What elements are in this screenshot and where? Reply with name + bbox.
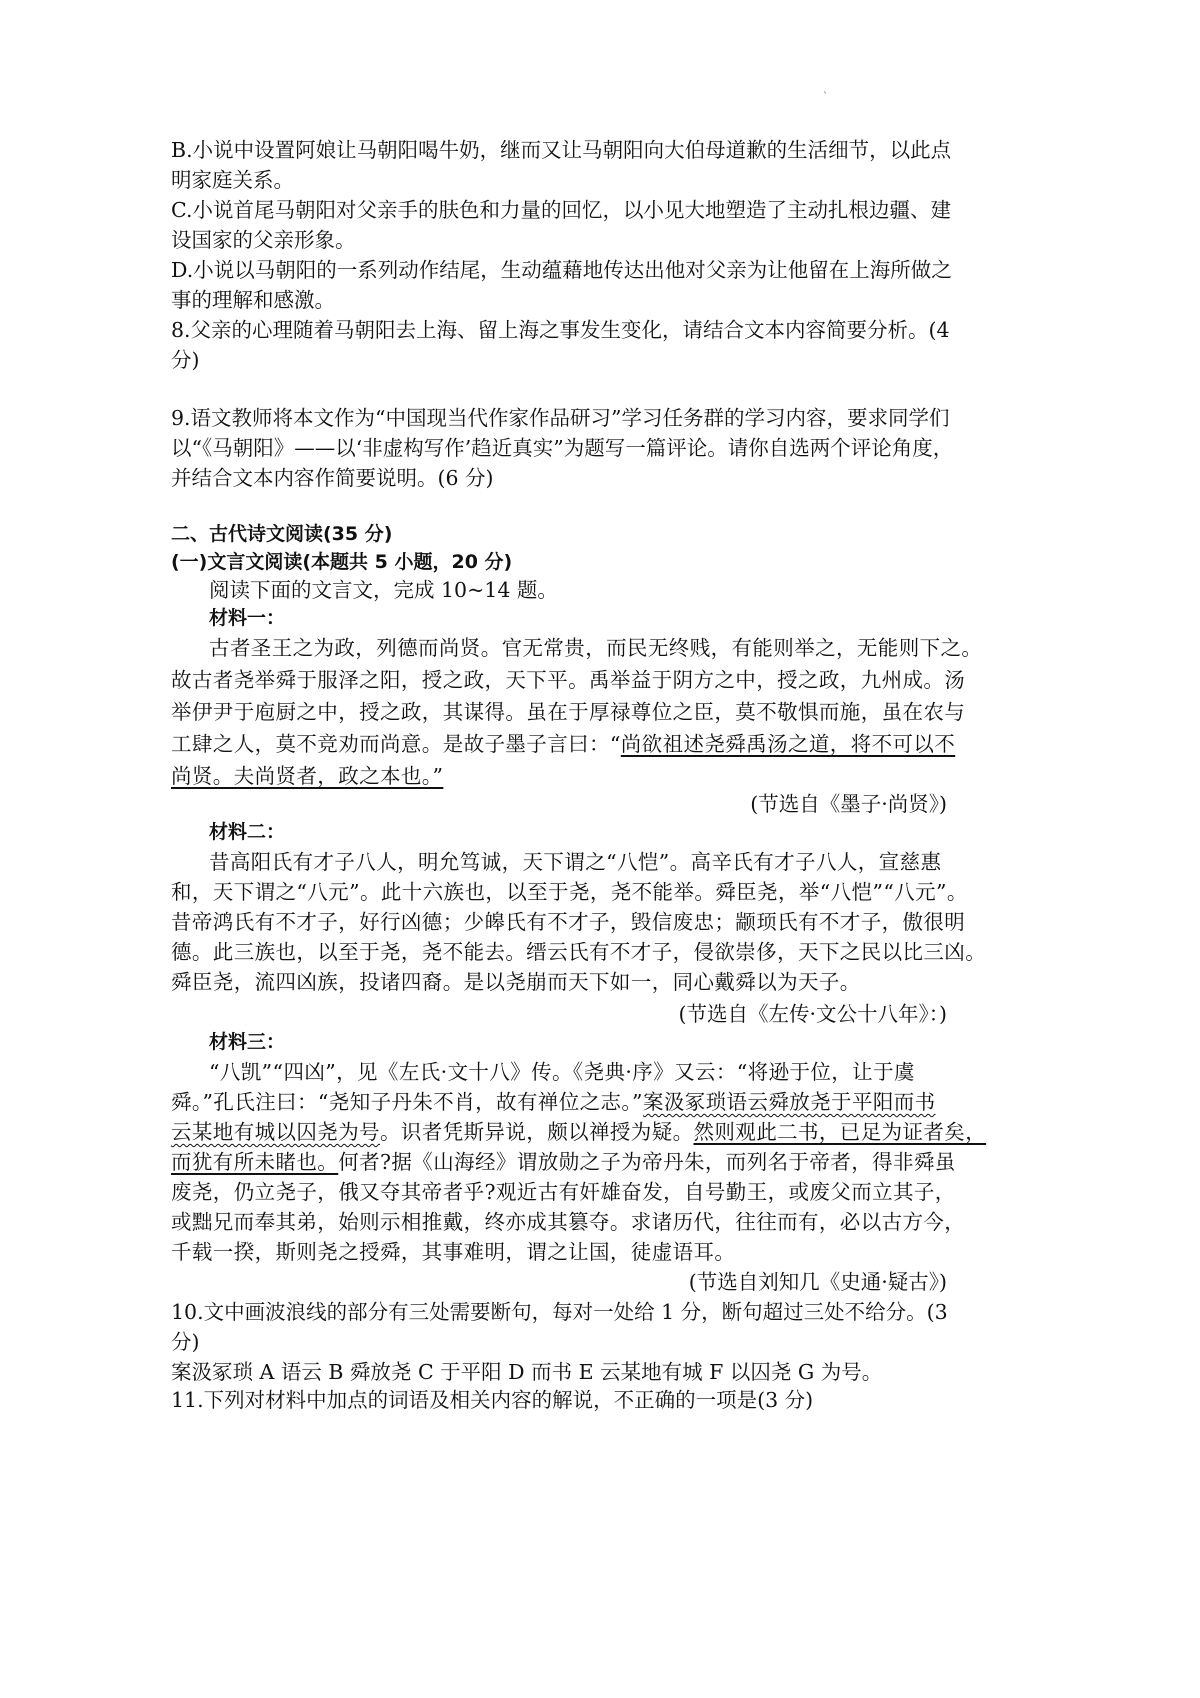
option-c-line2: 设国家的父亲形象。 [171,228,356,252]
material-3-line5: 废尧，仍立尧子，俄又夺其帝者乎?观近古有奸雄奋发，自号勤王，或废父而立其子， [171,1180,956,1204]
underlined-sentence-3-part2: 而犹有所未睹也。 [171,1150,339,1174]
material-1-line4 [171,730,955,758]
underlined-sentence-3-part1: 然则观此二书，已足为证者矣， [693,1120,987,1144]
material-1-line3: 举伊尹于庖厨之中，授之政，其谋得。虽在于厚禄尊位之臣，莫不敬惧而施，虽在农与 [171,700,966,724]
material-3-label: 材料三： [209,1031,286,1053]
material-3-line2 [171,1088,936,1116]
material-1-line2: 故古者尧举舜于服泽之阳，授之政，天下平。禹举益于阴方之中，授之政，九州成。汤 [171,668,966,692]
question-11: 11.下列对材料中加点的词语及相关内容的解说，不正确的一项是(3 分) [171,1388,814,1412]
section-2-title: 二、古代诗文阅读(35 分) [171,523,393,545]
underlined-sentence-part1: 尚欲祖述尧舜禹汤之道，将不可以不 [620,732,956,756]
material-1-line5 [171,762,443,790]
material-3-line7: 千载一揆，斯则尧之授舜，其事难明，谓之让国，徒虚语耳。 [171,1240,736,1264]
underlined-sentence-part2: 尚贤。夫尚贤者，政之本也。” [171,764,444,788]
material-3-line6: 或黜兄而奉其弟，始则示相推戴，终亦成其篡夺。求诸历代，往往而有，必以古方今， [171,1210,966,1234]
material-2-line5: 舜臣尧，流四凶族，投诸四裔。是以尧崩而天下如一，同心戴舜以为天子。 [171,970,861,994]
material-3-line1: “八凯”“四凶”，见《左氏·文十八》传。《尧典·序》又云：“将逊于位，让于虞 [209,1060,915,1084]
question-10-line2: 分) [171,1330,200,1354]
option-c-line1: C.小说首尾马朝阳对父亲手的肤色和力量的回忆，以小见大地塑造了主动扎根边疆、建 [171,198,951,222]
option-b-line2: 明家庭关系。 [171,168,294,192]
material-3-line4 [171,1148,956,1176]
material-2-label: 材料二： [209,821,286,843]
material-3-line3-text: 。识者凭斯异说，颇以禅授为疑。 [380,1120,694,1144]
material-2-source: (节选自《左传·文公十八年》：) [678,1002,947,1026]
material-2-line1: 昔高阳氏有才子八人，明允笃诚，天下谓之“八恺”。高辛氏有才子八人，宣慈惠 [209,850,942,874]
material-3-line2-text: 舜。”孔氏注曰：“尧知子丹朱不肖，故有禅位之志。” [171,1090,643,1114]
material-2-line2: 和，天下谓之“八元”。此十六族也，以至于尧，尧不能举。舜臣尧，举“八恺”“八元”。 [171,880,968,904]
option-b-line1: B.小说中设置阿娘让马朝阳喝牛奶，继而又让马朝阳向大伯母道歉的生活细节，以此点 [171,138,952,162]
reading-instruction: 阅读下面的文言文，完成 10~14 题。 [209,578,558,602]
question-8-line2: 分) [171,348,200,372]
question-9-line3: 并结合文本内容作简要说明。(6 分) [171,466,494,490]
section-2-subtitle: (一)文言文阅读(本题共 5 小题，20 分) [171,551,513,573]
question-9-line1: 9.语文教师将本文作为“中国现当代作家作品研习”学习任务群的学习内容，要求同学们 [171,406,950,430]
material-1-source: (节选自《墨子·尚贤》) [750,792,947,816]
wavy-underline-part2: 云某地有城以囚尧为号 [171,1120,380,1144]
material-1-line1: 古者圣王之为政，列德而尚贤。官无常贵，而民无终贱，有能则举之，无能则下之。 [209,636,983,660]
material-2-line3: 昔帝鸿氏有不才子，好行凶德；少皞氏有不才子，毁信废忠；颛顼氏有不才子，傲很明 [171,910,966,934]
option-d-line2: 事的理解和感激。 [171,288,335,312]
material-1-line4-text: 工肆之人，莫不竞劝而尚意。是故子墨子言曰：“ [171,732,621,756]
material-3-line4-text: 何者?据《山海经》谓放勋之子为帝丹朱，而列名于帝者，得非舜虽 [338,1150,956,1174]
material-3-source: (节选自刘知几《史通·疑古》) [688,1270,947,1294]
question-10-line1: 10.文中画波浪线的部分有三处需要断句，每对一处给 1 分，断句超过三处不给分。(3 [171,1300,948,1324]
scan-speck: ` [823,92,828,103]
question-9-line2: 以“《马朝阳》——以‘非虚构写作’趋近真实”为题写一篇评论。请你自选两个评论角度， [171,436,954,460]
material-1-label: 材料一： [209,607,286,629]
question-8-line1: 8.父亲的心理随着马朝阳去上海、留上海之事发生变化，请结合文本内容简要分析。(4 [171,318,950,342]
option-d-line1: D.小说以马朝阳的一系列动作结尾，生动蕴藉地传达出他对父亲为让他留在上海所做之 [171,258,952,282]
wavy-underline-part1: 案汲冢琐语云舜放尧于平阳而书 [642,1090,936,1114]
material-3-line3 [171,1118,986,1146]
material-2-line4: 德。此三族也，以至于尧，尧不能去。缙云氏有不才子，侵欲崇侈，天下之民以比三凶。 [171,940,987,964]
question-10-options: 案汲冢琐 A 语云 B 舜放尧 C 于平阳 D 而书 E 云某地有城 F 以囚尧 G 为号。 [171,1360,883,1384]
